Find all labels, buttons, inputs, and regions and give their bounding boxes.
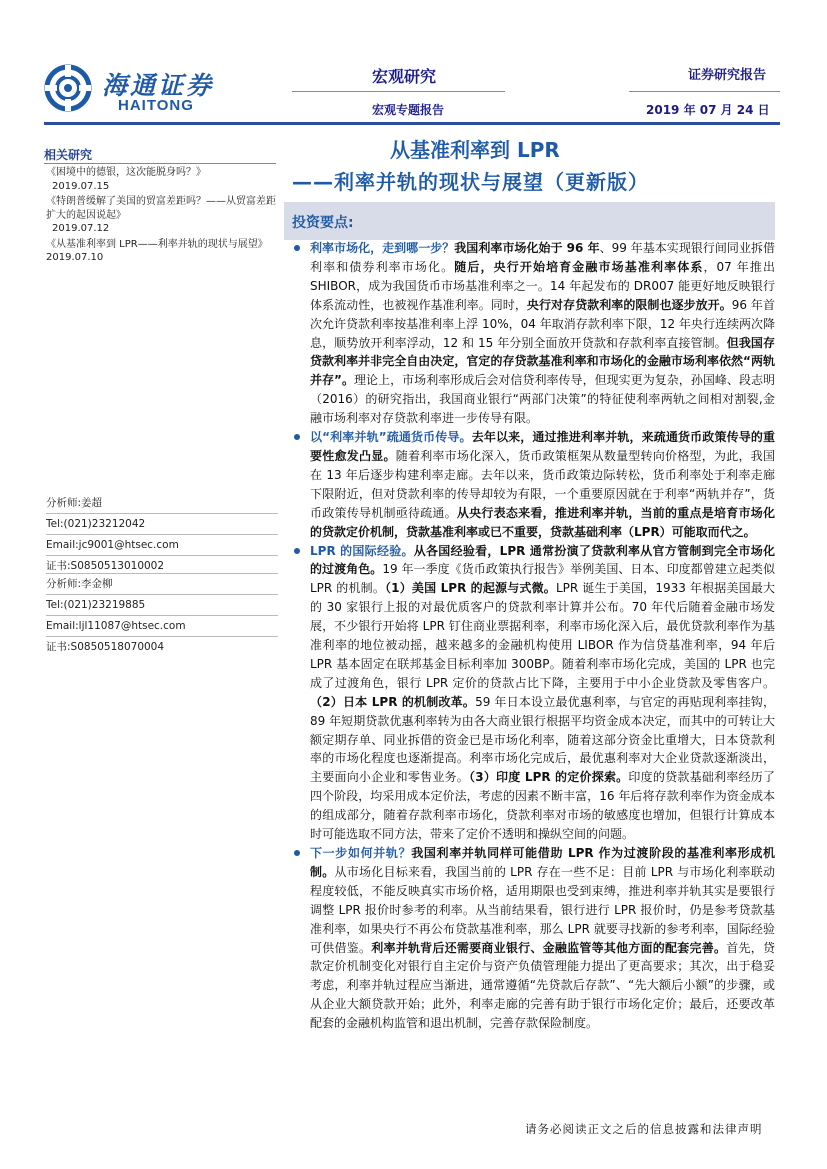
- report-subcategory: 宏观专题报告: [372, 103, 445, 117]
- related-research-heading: 相关研究: [44, 148, 93, 162]
- highlight-text: 19 年一季度《货币政策执行报告》举例美国、日本、印度都曾建立起类似 LPR 的机制。: [310, 562, 775, 596]
- footer-disclaimer: 请务必阅读正文之后的信息披露和法律声明: [525, 1122, 763, 1136]
- highlight-text: 印度的贷款基础利率经历了四个阶段，均采用成本定价法，考虑的因素不断丰富，16 年后将存款利率作为资金成本的组成部分，随着存款利率市场化，贷款利率对市场的敏感度也增加，但银行计算成本时可能选取不同方法，带来了定价不透明和操纵空间的问题。: [310, 770, 775, 842]
- highlight-text: 59 年日本设立最优惠利率，与官定的再贴现利率挂钩，89 年短期贷款优惠利率转为由各大商业银行根据平均资金成本决定，而其中的可转让大额定期存单、同业拆借的资金已是市场化利率，随着这部分资金比重增大，日本贷款利率的市场化程度也逐渐提高。利率市场化完成后，最优惠利率对大企业贷款逐渐淡出，主要面向小企业和零售业务。: [310, 694, 775, 785]
- analyst-email[interactable]: Email:ljl11087@htsec.com: [46, 615, 278, 636]
- related-item-date: 2019.07.12: [52, 223, 110, 234]
- highlight-lead: LPR 的国际经验。: [310, 543, 414, 558]
- highlight-text: 96 年首次允许贷款利率按基准利率上浮 10%，04 年取消存款利率下限，12 年央行连续两次降息，顺势放开利率浮动，12 和 15 年分别全面放开贷款和存款利率直接管制。: [310, 297, 775, 350]
- highlight-text: 、99 年基本实现银行间同业拆借利率和债券利率市场化。: [310, 241, 775, 274]
- report-subtitle: ——利率并轨的现状与展望（更新版）: [292, 170, 649, 194]
- related-item-date: 2019.07.15: [52, 180, 110, 192]
- haitong-logo-icon: [44, 64, 92, 112]
- highlight-text: 从市场化目标来看，我国当前的 LPR 存在一些不足：目前 LPR 与市场化利率联动程度较低，不能反映真实市场价格，适用期限也受到束缚，推进利率并轨其实是要银行调整 LPR 报价时参考的利率。从当前结果看，银行进行 LPR 报价时，仍是参考贷款基准利率，如果央行不再公布贷款基准利率，那么 LPR 就要寻找新的参考利率，国际经验可供借鉴。: [310, 864, 775, 955]
- report-category: 宏观研究: [372, 67, 437, 86]
- highlight-emphasis: 利率并轨背后还需要商业银行、金融监管等其他方面的配套完善。: [371, 940, 727, 955]
- highlight-lead: 以“利率并轨”疏通货币传导。: [310, 430, 472, 445]
- analyst-block: [46, 493, 278, 576]
- highlight-emphasis: 我国利率市场化始于 96 年: [454, 241, 600, 255]
- analyst-name: 分析师:姜超: [46, 497, 103, 509]
- related-item[interactable]: [46, 166, 278, 193]
- analyst-tel: Tel:(021)23219885: [46, 594, 278, 615]
- highlight-emphasis: （3）印度 LPR 的定价探索。: [469, 770, 629, 785]
- report-type: 证券研究报告: [688, 68, 767, 83]
- highlight-lead: 利率市场化，走到哪一步？: [310, 241, 455, 255]
- related-research-rule: [44, 163, 276, 164]
- highlight-emphasis: （1）美国 LPR 的起源与式微。: [385, 581, 556, 596]
- analyst-tel: Tel:(021)23212042: [46, 513, 278, 534]
- bullet-icon: [294, 548, 300, 554]
- highlight-paragraph: [285, 844, 775, 1033]
- investment-highlights-body: [285, 239, 775, 1033]
- report-date: 2019 年 07 月 24 日: [646, 103, 770, 117]
- highlight-emphasis: 随后，央行开始培育金融市场基准利率体系: [454, 259, 704, 274]
- related-item-date: 2019.07.10: [46, 252, 104, 263]
- bullet-icon: [294, 850, 300, 856]
- bullet-icon: [294, 434, 300, 440]
- highlight-text: 首先，贷款定价机制变化对银行自主定价与资产负债管理能力提出了更高要求；其次，出于稳妥考虑，利率并轨过程应当渐进，通常遵循“先贷款后存款”、“先大额后小额”的步骤，或从企业大额贷款开始；此外，利率走廊的完善有助于银行市场化定价；最后，还要改革配套的金融机构监管和退出机制，完善存款保险制度。: [310, 940, 775, 1031]
- analyst-email[interactable]: Email:jc9001@htsec.com: [46, 534, 278, 555]
- highlight-emphasis: 但我国存贷款利率并非完全自由决定，官定的存贷款基准利率和市场化的金融市场利率依然“两轨并存”。: [310, 335, 775, 388]
- report-title: 从基准利率到 LPR: [390, 138, 560, 162]
- analyst-block: [46, 573, 278, 657]
- highlight-text: ，07 年推出 SHIBOR，成为我国货币市场基准利率之一。14 年起发布的 DR007 能更好地反映银行体系流动性，也被视作基准利率。同时，: [310, 259, 775, 312]
- header-divider-left: [292, 91, 505, 92]
- header-rule: [44, 122, 780, 125]
- highlight-paragraph: [285, 428, 775, 541]
- highlight-text: 理论上，市场利率形成后会对信贷利率传导，但现实更为复杂，孙国峰、段志明（2016）的研究指出，我国商业银行“两部门决策”的特征使利率两轨之间相对割裂,金融市场利率对存贷款利率进一步传导有限。: [310, 373, 775, 426]
- related-item-title: 《困境中的德银，这次能脱身吗？》: [46, 167, 206, 178]
- highlight-paragraph: [285, 239, 775, 428]
- related-item-title: 《特朗普缓解了美国的贸富差距吗？——从贸富差距扩大的起因说起》: [46, 196, 276, 221]
- highlight-paragraph: [285, 542, 775, 845]
- highlight-emphasis: 去年以来，通过推进利率并轨，来疏通货币政策传导的重要性愈发凸显。: [310, 430, 775, 463]
- highlight-text: 随着利率市场化深入，货币政策框架从数量型转向价格型，为此，我国在 13 年后逐步构建利率走廊。去年以来，货币政策边际转松，货币利率处于利率走廊下限附近，但对贷款利率的传导却较为有限，一个重要原因就在于利率“两轨并存”，货币政策传导机制亟待疏通。: [310, 448, 775, 520]
- highlight-emphasis: 从各国经验看，LPR 通常扮演了贷款利率从官方管制到完全市场化的过渡角色。: [310, 543, 775, 577]
- haitong-logo: [44, 64, 254, 124]
- highlight-text: LPR 诞生于美国，1933 年根据美国最大的 30 家银行上报的对最优质客户的贷款利率计算并公布。70 年代后随着金融市场发展，不少银行开始将 LPR 钉住商业票据利率，利率市场化深入后，最优贷款利率作为基准利率的地位被动摇，越来越多的金融机构使用 LIBOR 作为信贷基准利率，94 年后 LPR 基本固定在联邦基金目标利率加 300BP。随着利率市场化完成，美国的 LPR 也完成了过渡角色，银行 LPR 定价的贷款占比下降，主要用于中小企业贷款及零售客户。: [310, 581, 775, 690]
- analyst-name: 分析师:李金柳: [46, 573, 278, 594]
- related-item[interactable]: [46, 195, 278, 236]
- investment-highlights-heading: 投资要点:: [292, 215, 354, 231]
- related-research-list: [46, 166, 278, 265]
- logo-en-text: HAITONG: [118, 97, 194, 114]
- header-divider-right: [629, 91, 780, 92]
- highlight-emphasis: （2）日本 LPR 的机制改革。: [310, 694, 476, 709]
- investment-highlights-banner: [284, 202, 775, 240]
- bullet-icon: [294, 245, 300, 251]
- analyst-cert: 证书:S0850518070004: [46, 636, 278, 657]
- related-item[interactable]: [46, 238, 278, 265]
- highlight-emphasis: 我国利率并轨同样可能借助 LPR 作为过渡阶段的基准利率形成机制。: [310, 846, 775, 879]
- highlight-emphasis: 从央行表态来看，推进利率并轨，当前的重点是培育市场化的贷款定价机制，贷款基准利率或已不重要，贷款基础利率（LPR）可能取而代之。: [310, 505, 775, 539]
- related-item-title: 《从基准利率到 LPR——利率并轨的现状与展望》: [46, 238, 268, 250]
- highlight-lead: 下一步如何并轨？: [310, 846, 412, 860]
- highlight-emphasis: 央行对存贷款利率的限制也逐步放开。: [526, 297, 732, 312]
- analyst-cert: 证书:S0850513010002: [46, 555, 278, 576]
- logo-cn-text: 海通证券: [102, 71, 215, 100]
